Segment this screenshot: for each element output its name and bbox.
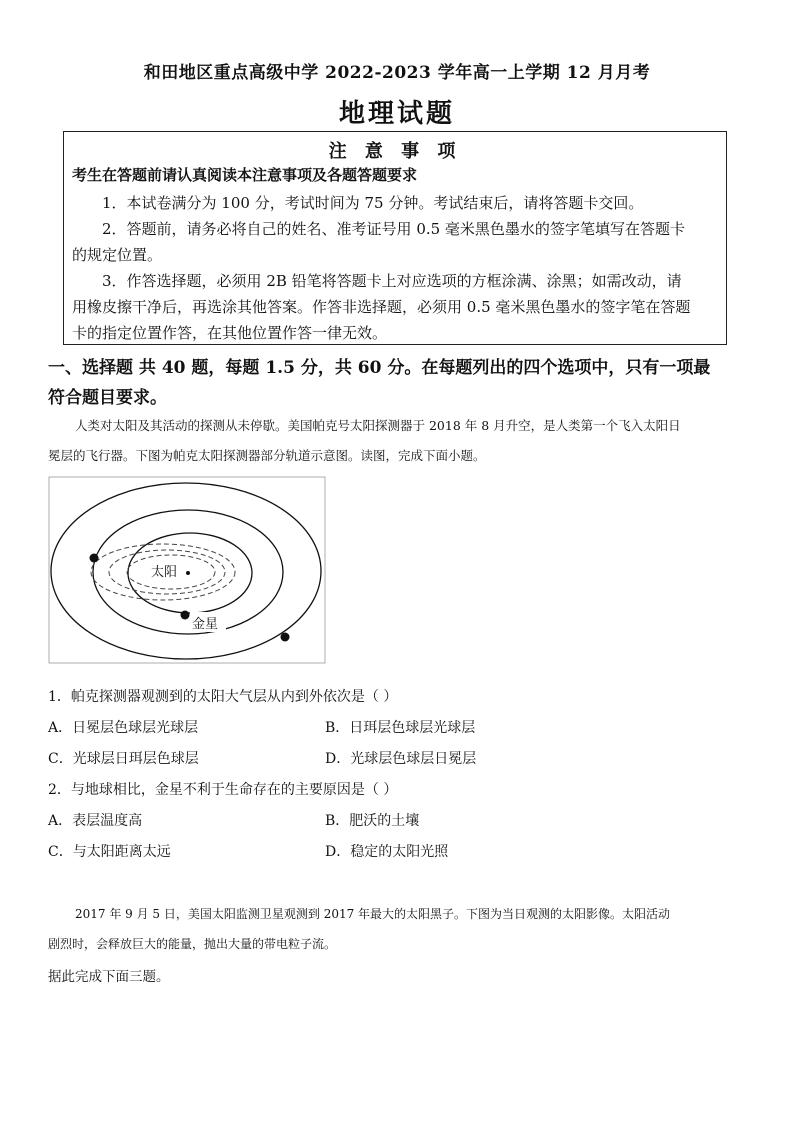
q2-option-c: C．与太阳距离太远 [48, 844, 171, 860]
venus-marker [181, 611, 190, 620]
passage-text: 冕层的飞行器。下图为帕克太阳探测器部分轨道示意图。读图，完成下面小题。 [48, 448, 486, 463]
notice-box [63, 131, 727, 345]
q1-option-b: B．日珥层色球层光球层 [325, 720, 476, 736]
section-heading-cont: 符合题目要求。 [48, 388, 167, 408]
question-1-stem: 1．帕克探测器观测到的太阳大气层从内到外依次是（ ） [48, 689, 398, 705]
notice-line: 2．答题前，请务必将自己的姓名、准考证号用 0.5 毫米黑色墨水的签字笔填写在答题卡 [102, 220, 685, 238]
passage-text: 据此完成下面三题。 [48, 969, 170, 985]
earth-marker [281, 633, 290, 642]
notice-line: 1．本试卷满分为 100 分，考试时间为 75 分钟。考试结束后，请将答题卡交回。 [102, 194, 644, 212]
q1-option-d: D．光球层色球层日冕层 [325, 751, 477, 767]
notice-title: 注 意 事 项 [328, 141, 462, 162]
passage-text: 人类对太阳及其活动的探测从未停歇。美国帕克号太阳探测器于 2018 年 8 月升空，是人类第一个飞入太阳日 [75, 418, 681, 433]
planet-marker [90, 554, 99, 563]
q2-option-a: A．表层温度高 [48, 813, 143, 829]
notice-line: 3．作答选择题，必须用 2B 铅笔将答题卡上对应选项的方框涂满、涂黑；如需改动，请 [102, 272, 682, 290]
notice-line: 用橡皮擦干净后，再选涂其他答案。作答非选择题，必须用 0.5 毫米黑色墨水的签字笔在答题 [72, 298, 691, 316]
notice-subtitle: 考生在答题前请认真阅读本注意事项及各题答题要求 [72, 166, 418, 184]
q2-option-b: B．肥沃的土壤 [325, 813, 420, 829]
passage-text: 2017 年 9 月 5 日，美国太阳监测卫星观测到 2017 年最大的太阳黑子。下图为当日观测的太阳影像。太阳活动 [75, 907, 671, 921]
q1-option-a: A．日冕层色球层光球层 [48, 720, 199, 736]
sun-label: 太阳 [151, 565, 178, 580]
notice-line: 的规定位置。 [72, 246, 163, 264]
q1-option-c: C．光球层日珥层色球层 [48, 751, 199, 767]
venus-label: 金星 [192, 617, 219, 632]
orbit-diagram [48, 476, 328, 666]
subject-title: 地理试题 [338, 99, 455, 129]
passage-text: 剧烈时，会释放巨大的能量，抛出大量的带电粒子流。 [48, 937, 337, 951]
question-2-stem: 2．与地球相比，金星不利于生命存在的主要原因是（ ） [48, 782, 398, 798]
notice-line: 卡的指定位置作答，在其他位置作答一律无效。 [72, 324, 388, 342]
exam-title: 和田地区重点高级中学 2022-2023 学年高一上学期 12 月月考 [143, 63, 651, 83]
sun-point [186, 571, 190, 575]
section-heading: 一、选择题 共 40 题，每题 1.5 分，共 60 分。在每题列出的四个选项中，只有一项最 [48, 358, 711, 378]
q2-option-d: D．稳定的太阳光照 [325, 844, 449, 860]
